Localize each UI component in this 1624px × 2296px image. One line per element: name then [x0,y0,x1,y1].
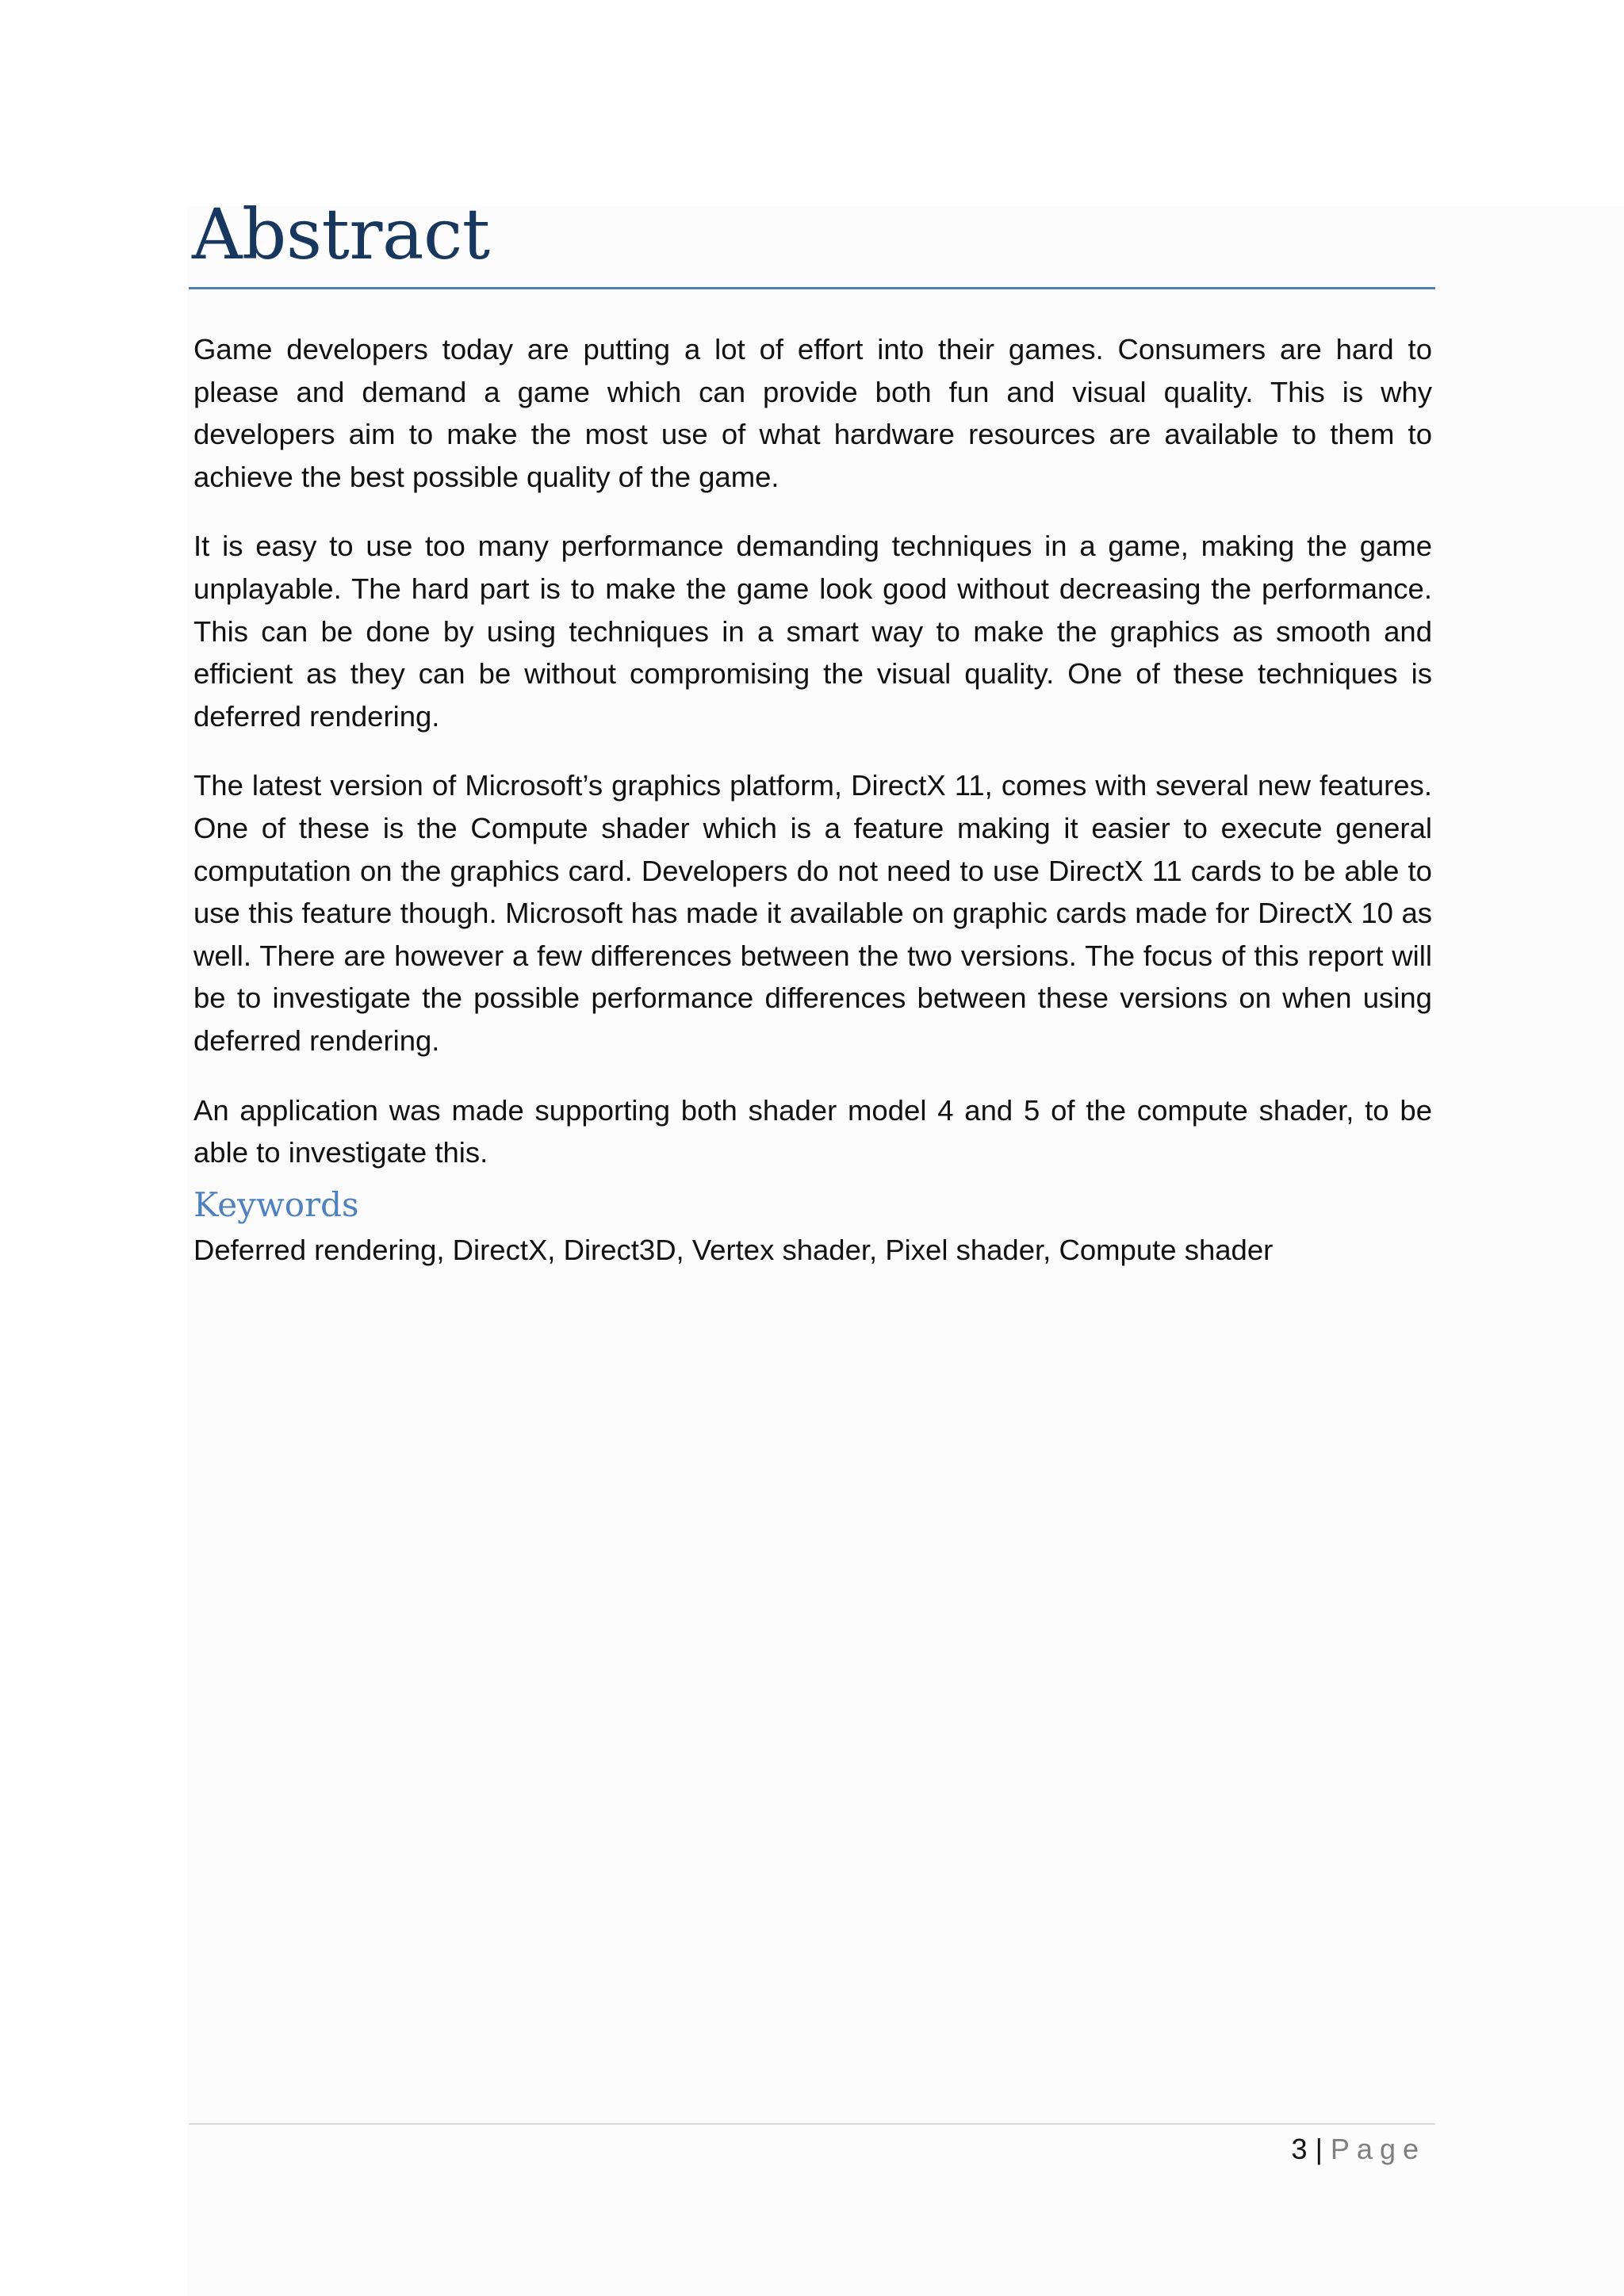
abstract-paragraph-2: It is easy to use too many performance demanding techniques in a game, making the game unplayable. The hard part is to make the game look good without decreasing the performance. This can be done by using techniques in a smart way to make the graphics as smooth and efficient as they can be without compromising the visual quality. One of these techniques is deferred rendering. [193,530,1432,733]
title-divider [189,287,1435,289]
abstract-body [193,328,1432,1201]
footer-divider [189,2123,1435,2125]
abstract-paragraph-1: Game developers today are putting a lot of effort into their games. Consumers are hard to please and demand a game which can provide both fun and visual quality. This is why developers aim to make the most use of what hardware resources are available to them to achieve the best possible quality of the game. [193,333,1432,493]
page-footer [1292,2128,1426,2171]
footer-separator: | [1315,2133,1323,2165]
abstract-paragraph-3: The latest version of Microsoft’s graphics platform, DirectX 11, comes with several new features. One of these is the Compute shader which is a feature making it easier to execute general computation on the graphics card. Developers do not need to use DirectX 11 cards to be able to use this feature though. Microsoft has made it available on graphic cards made for DirectX 10 as well. There are however a few differences between the two versions. The focus of this report will be to investigate the possible performance differences between these versions on when using deferred rendering. [193,769,1432,1057]
keywords-heading: Keywords [193,1185,359,1224]
keywords-list: Deferred rendering, DirectX, Direct3D, Vertex shader, Pixel shader, Compute shader [193,1234,1274,1266]
abstract-paragraph-4: An application was made supporting both shader model 4 and 5 of the compute shader, to be able to investigate this. [193,1093,1432,1169]
page-label: Page [1330,2133,1426,2165]
page-number: 3 [1291,2133,1308,2165]
page-title: Abstract [192,193,490,275]
